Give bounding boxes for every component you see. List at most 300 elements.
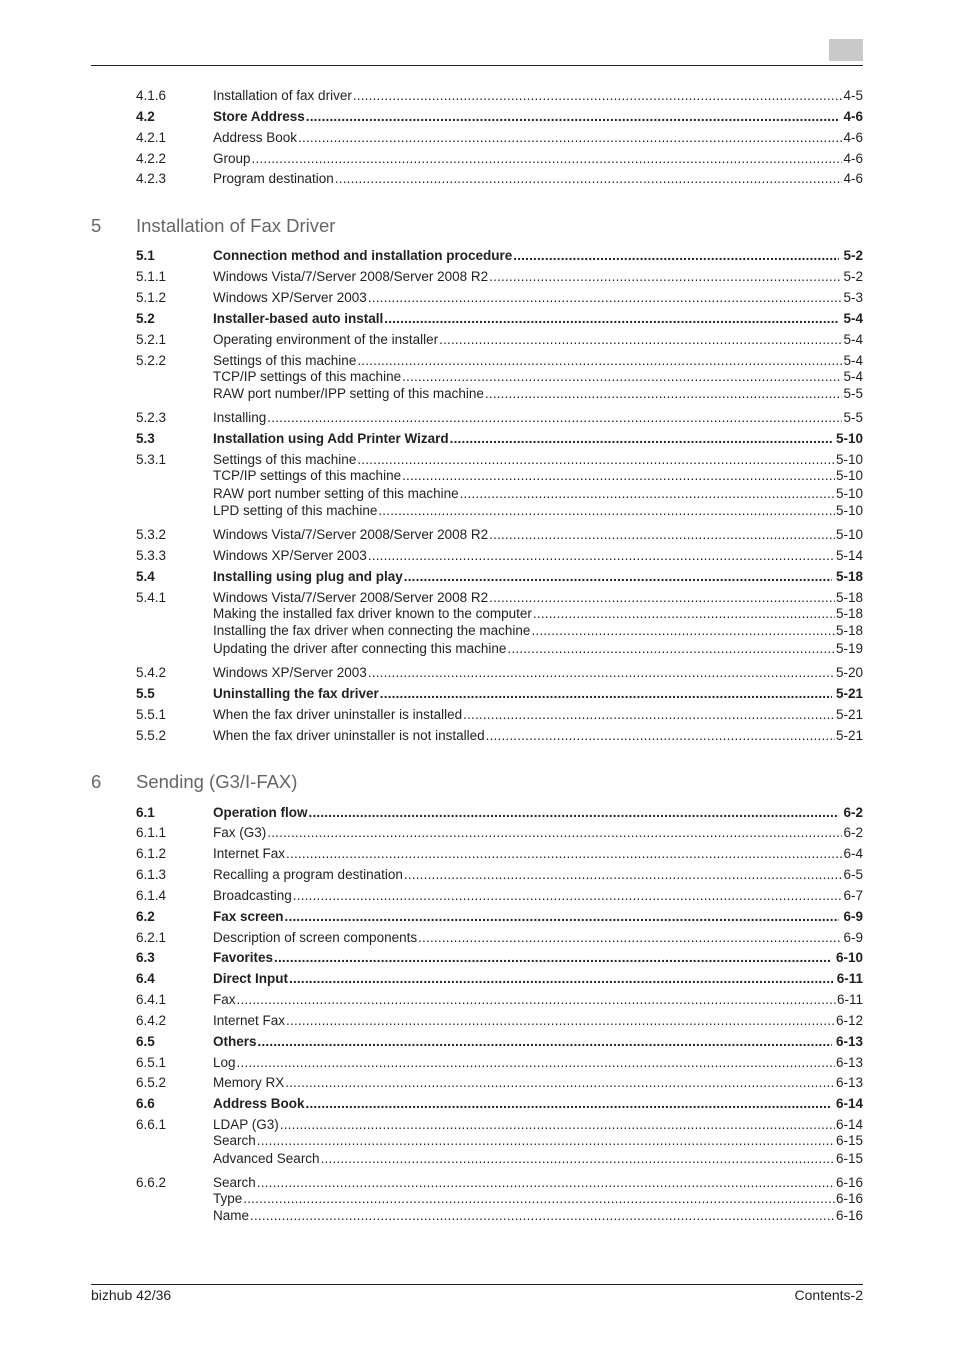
dot-leader — [533, 605, 835, 622]
dot-leader — [513, 247, 839, 264]
toc-entry-line — [213, 1074, 863, 1091]
toc-entry-title: Address Book — [213, 1096, 305, 1111]
toc-entry-page: 6-11 — [836, 971, 863, 986]
toc-entry-page: 6-4 — [843, 846, 863, 861]
toc-entry[interactable] — [136, 170, 863, 187]
toc-entry-line — [213, 664, 863, 681]
toc-entry-line — [213, 310, 863, 327]
toc-entry-title: Fax screen — [213, 909, 284, 924]
toc-entry-line — [213, 706, 863, 723]
toc-entry[interactable] — [136, 908, 863, 925]
dot-leader — [489, 268, 842, 285]
dot-leader — [285, 1074, 835, 1091]
toc-entry-page: 6-12 — [835, 1013, 863, 1028]
toc-entry-title: Broadcasting — [213, 888, 292, 903]
toc-entry-title: RAW port number/IPP setting of this machine — [213, 386, 484, 401]
toc-entry-page: 5-19 — [835, 641, 863, 656]
toc-entry-title: Installer-based auto install — [213, 311, 384, 326]
toc-entry[interactable] — [136, 1132, 863, 1149]
header-tab-marker — [829, 39, 863, 61]
toc-entry[interactable] — [136, 1150, 863, 1167]
dot-leader — [321, 1150, 835, 1167]
toc-entry-number: 6.1.2 — [136, 846, 167, 861]
toc-entry-page: 4-5 — [843, 88, 863, 103]
toc-entry-number: 5.3.3 — [136, 548, 167, 563]
toc-entry-title: Group — [213, 151, 251, 166]
toc-entry[interactable] — [136, 1190, 863, 1207]
toc-entry[interactable] — [136, 451, 863, 468]
toc-entry-page: 5-4 — [843, 311, 863, 326]
dot-leader — [485, 385, 843, 402]
dot-leader — [460, 485, 835, 502]
toc-entry-page: 5-10 — [835, 468, 863, 483]
dot-leader — [286, 845, 842, 862]
toc-entry[interactable] — [136, 385, 863, 402]
toc-entry-page: 5-10 — [835, 452, 863, 467]
toc-entry-line — [213, 866, 863, 883]
toc-entry-line — [213, 247, 863, 264]
header-rule — [91, 65, 863, 66]
toc-entry[interactable] — [136, 87, 863, 104]
toc-entry-line — [213, 331, 863, 348]
toc-entry-page: 6-9 — [843, 909, 863, 924]
toc-entry-number: 6.5.1 — [136, 1055, 167, 1070]
toc-entry-title: Description of screen components — [213, 930, 418, 945]
toc-entry-title: When the fax driver uninstaller is not installed — [213, 728, 485, 743]
toc-entry-number: 4.1.6 — [136, 88, 167, 103]
toc-entry-title: Address Book — [213, 130, 298, 145]
toc-entry[interactable] — [136, 485, 863, 502]
toc-entry[interactable] — [136, 1095, 863, 1112]
toc-entry-title: Fax (G3) — [213, 825, 267, 840]
toc-entry-line — [213, 87, 863, 104]
toc-entry-page: 6-9 — [843, 930, 863, 945]
toc-entry[interactable] — [136, 1116, 863, 1133]
toc-entry-page: 6-16 — [835, 1208, 863, 1223]
toc-entry-page: 6-15 — [835, 1133, 863, 1148]
toc-entry[interactable] — [136, 887, 863, 904]
dot-leader — [286, 1012, 835, 1029]
dot-leader — [298, 129, 842, 146]
toc-entry[interactable] — [136, 368, 863, 385]
toc-entry-number: 5.3 — [136, 431, 155, 446]
toc-entry-title: Internet Fax — [213, 846, 286, 861]
toc-entry-line — [213, 485, 863, 502]
toc-entry-title: Windows Vista/7/Server 2008/Server 2008 R2 — [213, 269, 489, 284]
toc-entry-page: 6-11 — [836, 992, 863, 1007]
toc-entry-page: 4-6 — [843, 171, 863, 186]
toc-entry-page: 4-6 — [843, 151, 863, 166]
toc-entry-page: 6-15 — [835, 1151, 863, 1166]
chapter-title: Installation of Fax Driver — [136, 215, 336, 236]
toc-entry-line — [213, 108, 863, 125]
toc-entry[interactable] — [136, 467, 863, 484]
toc-entry[interactable] — [136, 247, 863, 264]
toc-entry-page: 5-21 — [835, 686, 863, 701]
toc-entry-number: 5.3.1 — [136, 452, 167, 467]
toc-entry-number: 5.4.1 — [136, 590, 167, 605]
toc-entry[interactable] — [136, 409, 863, 426]
toc-entry-page: 6-7 — [843, 888, 863, 903]
toc-entry[interactable] — [136, 866, 863, 883]
toc-entry-line — [213, 526, 863, 543]
toc-entry-number: 5.5 — [136, 686, 155, 701]
toc-entry-page: 5-20 — [835, 665, 863, 680]
toc-entry-title: Search — [213, 1133, 256, 1148]
toc-entry-line — [213, 385, 863, 402]
toc-entry-title: Fax — [213, 992, 236, 1007]
toc-entry-page: 5-18 — [835, 606, 863, 621]
toc-entry-line — [213, 970, 863, 987]
toc-entry-title: TCP/IP settings of this machine — [213, 468, 402, 483]
toc-entry-title: LPD setting of this machine — [213, 503, 378, 518]
toc-entry[interactable] — [136, 150, 863, 167]
dot-leader — [289, 970, 833, 987]
toc-entry-line — [213, 368, 863, 385]
toc-entry-page: 4-6 — [843, 130, 863, 145]
toc-entry-number: 4.2.1 — [136, 130, 167, 145]
dot-leader — [306, 1095, 832, 1112]
toc-entry[interactable] — [136, 268, 863, 285]
toc-entry[interactable] — [136, 568, 863, 585]
toc-entry-number: 6.1 — [136, 805, 155, 820]
toc-entry[interactable] — [136, 949, 863, 966]
toc-entry-line — [213, 467, 863, 484]
dot-leader — [489, 526, 835, 543]
toc-entry[interactable] — [136, 970, 863, 987]
toc-entry-title: Installing — [213, 410, 267, 425]
toc-entry[interactable] — [136, 845, 863, 862]
toc-entry-page: 5-2 — [843, 269, 863, 284]
toc-entry-page: 5-21 — [835, 728, 863, 743]
toc-entry-line — [213, 804, 863, 821]
toc-entry-line — [213, 1174, 863, 1191]
dot-leader — [306, 108, 840, 125]
toc-entry[interactable] — [136, 547, 863, 564]
toc-entry-number: 5.3.2 — [136, 527, 167, 542]
toc-entry-page: 6-2 — [843, 805, 863, 820]
toc-entry-number: 5.1.1 — [136, 269, 167, 284]
dot-leader — [280, 1116, 835, 1133]
toc-entry-line — [213, 568, 863, 585]
dot-leader — [439, 331, 842, 348]
toc-entry-page: 5-18 — [835, 623, 863, 638]
chapter-number: 6 — [91, 771, 102, 792]
footer-page-number: Contents-2 — [794, 1287, 863, 1303]
toc-entry-title: Search — [213, 1175, 256, 1190]
toc-entry-number: 6.4.1 — [136, 992, 167, 1007]
toc-entry-number: 4.2.3 — [136, 171, 167, 186]
toc-entry-line — [213, 352, 863, 369]
toc-entry-page: 6-13 — [835, 1034, 863, 1049]
toc-entry-title: Installation of fax driver — [213, 88, 352, 103]
dot-leader — [293, 887, 843, 904]
toc-entry-page: 6-13 — [835, 1055, 863, 1070]
dot-leader — [237, 991, 836, 1008]
toc-entry[interactable] — [136, 352, 863, 369]
toc-entry-title: Operation flow — [213, 805, 308, 820]
toc-entry-line — [213, 289, 863, 306]
toc-entry-title: Settings of this machine — [213, 452, 357, 467]
toc-entry[interactable] — [136, 824, 863, 841]
toc-entry-title: Favorites — [213, 950, 274, 965]
toc-entry-title: Program destination — [213, 171, 334, 186]
dot-leader — [402, 368, 842, 385]
dot-leader — [285, 908, 840, 925]
toc-entry-page: 5-14 — [835, 548, 863, 563]
toc-entry-title: Name — [213, 1208, 250, 1223]
dot-leader — [380, 685, 832, 702]
footer-rule — [91, 1284, 863, 1285]
dot-leader — [486, 727, 835, 744]
toc-entry[interactable] — [136, 622, 863, 639]
toc-entry-number: 6.6 — [136, 1096, 155, 1111]
toc-entry-line — [213, 1095, 863, 1112]
toc-entry-page: 6-5 — [843, 867, 863, 882]
toc-entry-number: 5.5.2 — [136, 728, 167, 743]
footer-product-name: bizhub 42/36 — [91, 1287, 172, 1303]
toc-entry-number: 6.2 — [136, 909, 155, 924]
dot-leader — [507, 640, 835, 657]
toc-entry-title: Internet Fax — [213, 1013, 286, 1028]
toc-entry-number: 6.5.2 — [136, 1075, 167, 1090]
toc-entry-page: 5-4 — [843, 353, 863, 368]
toc-entry-page: 6-10 — [835, 950, 863, 965]
toc-entry[interactable] — [136, 1054, 863, 1071]
toc-entry[interactable] — [136, 589, 863, 606]
toc-entry[interactable] — [136, 526, 863, 543]
toc-entry-title: Windows XP/Server 2003 — [213, 290, 367, 305]
toc-entry[interactable] — [136, 430, 863, 447]
dot-leader — [368, 664, 835, 681]
dot-leader — [257, 1132, 835, 1149]
toc-entry-page: 5-10 — [835, 486, 863, 501]
dot-leader — [257, 1174, 835, 1191]
dot-leader — [463, 706, 835, 723]
toc-entry-number: 5.5.1 — [136, 707, 167, 722]
toc-entry-line — [213, 845, 863, 862]
toc-entry-line — [213, 170, 863, 187]
chapter-title: Sending (G3/I-FAX) — [136, 771, 298, 792]
toc-entry-title: Installing the fax driver when connecting the machine — [213, 623, 531, 638]
toc-entry-line — [213, 502, 863, 519]
toc-entry-line — [213, 622, 863, 639]
toc-entry-line — [213, 929, 863, 946]
toc-entry[interactable] — [136, 1074, 863, 1091]
toc-entry-line — [213, 949, 863, 966]
toc-entry-number: 6.6.2 — [136, 1175, 167, 1190]
toc-entry-line — [213, 991, 863, 1008]
dot-leader — [267, 824, 842, 841]
toc-entry-title: LDAP (G3) — [213, 1117, 279, 1132]
toc-entry-line — [213, 640, 863, 657]
toc-entry[interactable] — [136, 991, 863, 1008]
dot-leader — [404, 568, 832, 585]
toc-entry-number: 6.1.3 — [136, 867, 167, 882]
dot-leader — [368, 547, 835, 564]
chapter-number: 5 — [91, 215, 102, 236]
toc-entry-page: 6-14 — [835, 1117, 863, 1132]
dot-leader — [353, 87, 843, 104]
toc-entry-line — [213, 1150, 863, 1167]
toc-entry-title: Windows XP/Server 2003 — [213, 665, 367, 680]
toc-entry-number: 5.4.2 — [136, 665, 167, 680]
toc-entry[interactable] — [136, 331, 863, 348]
toc-entry-number: 5.1 — [136, 248, 155, 263]
toc-entry-number: 4.2.2 — [136, 151, 167, 166]
dot-leader — [250, 1207, 835, 1224]
dot-leader — [258, 1033, 832, 1050]
toc-entry[interactable] — [136, 685, 863, 702]
toc-entry-page: 6-16 — [835, 1175, 863, 1190]
toc-entry-number: 6.4 — [136, 971, 155, 986]
toc-entry-page: 5-10 — [835, 527, 863, 542]
toc-entry-title: Recalling a program destination — [213, 867, 403, 882]
toc-entry-title: Windows Vista/7/Server 2008/Server 2008 R2 — [213, 527, 489, 542]
toc-entry-line — [213, 150, 863, 167]
dot-leader — [274, 949, 832, 966]
dot-leader — [384, 310, 839, 327]
toc-entry-title: When the fax driver uninstaller is installed — [213, 707, 463, 722]
toc-entry-page: 5-5 — [843, 410, 863, 425]
toc-entry[interactable] — [136, 1012, 863, 1029]
toc-entry[interactable] — [136, 108, 863, 125]
toc-entry-title: Windows XP/Server 2003 — [213, 548, 367, 563]
toc-entry-line — [213, 824, 863, 841]
toc-entry-line — [213, 685, 863, 702]
toc-entry-page: 5-10 — [835, 431, 863, 446]
toc-entry-line — [213, 605, 863, 622]
toc-entry-line — [213, 1132, 863, 1149]
dot-leader — [237, 1054, 835, 1071]
toc-entry-line — [213, 1054, 863, 1071]
toc-entry[interactable] — [136, 310, 863, 327]
toc-entry-line — [213, 908, 863, 925]
toc-entry-number: 5.2.2 — [136, 353, 167, 368]
toc-entry-number: 6.2.1 — [136, 930, 167, 945]
toc-entry-number: 5.2 — [136, 311, 155, 326]
toc-entry[interactable] — [136, 129, 863, 146]
dot-leader — [402, 467, 835, 484]
toc-entry-page: 5-5 — [843, 386, 863, 401]
toc-entry-page: 5-4 — [843, 369, 863, 384]
toc-entry-number: 5.2.1 — [136, 332, 167, 347]
toc-entry-line — [213, 547, 863, 564]
toc-entry[interactable] — [136, 664, 863, 681]
toc-entry-page: 5-4 — [843, 332, 863, 347]
toc-entry-number: 6.6.1 — [136, 1117, 167, 1132]
toc-entry-line — [213, 430, 863, 447]
dot-leader — [267, 409, 842, 426]
toc-entry-title: Making the installed fax driver known to the computer — [213, 606, 532, 621]
dot-leader — [252, 150, 843, 167]
toc-entry-line — [213, 887, 863, 904]
toc-entry[interactable] — [136, 706, 863, 723]
dot-leader — [489, 589, 835, 606]
toc-entry-page: 6-2 — [843, 825, 863, 840]
toc-entry-number: 5.4 — [136, 569, 155, 584]
toc-entry-line — [213, 268, 863, 285]
dot-leader — [531, 622, 835, 639]
toc-entry-line — [213, 727, 863, 744]
toc-entry-line — [213, 1207, 863, 1224]
toc-entry-title: Connection method and installation procedure — [213, 248, 513, 263]
toc-entry-page: 5-2 — [843, 248, 863, 263]
toc-entry[interactable] — [136, 289, 863, 306]
toc-entry-line — [213, 409, 863, 426]
toc-entry-number: 5.2.3 — [136, 410, 167, 425]
toc-entry-number: 6.3 — [136, 950, 155, 965]
toc-entry-title: RAW port number setting of this machine — [213, 486, 459, 501]
toc-entry-title: Store Address — [213, 109, 305, 124]
dot-leader — [418, 929, 842, 946]
toc-entry-page: 6-14 — [835, 1096, 863, 1111]
toc-entry[interactable] — [136, 727, 863, 744]
toc-entry-page: 6-16 — [835, 1191, 863, 1206]
toc-entry-title: Memory RX — [213, 1075, 285, 1090]
dot-leader — [404, 866, 843, 883]
toc-entry-title: Type — [213, 1191, 243, 1206]
dot-leader — [335, 170, 843, 187]
toc-entry[interactable] — [136, 1207, 863, 1224]
toc-entry[interactable] — [136, 640, 863, 657]
dot-leader — [243, 1190, 835, 1207]
toc-entry-page: 5-18 — [835, 590, 863, 605]
toc-entry-page: 5-3 — [843, 290, 863, 305]
toc-entry-title: Installation using Add Printer Wizard — [213, 431, 449, 446]
dot-leader — [368, 289, 843, 306]
toc-entry-number: 5.1.2 — [136, 290, 167, 305]
toc-entry[interactable] — [136, 502, 863, 519]
toc-entry-title: Uninstalling the fax driver — [213, 686, 379, 701]
toc-entry-line — [213, 451, 863, 468]
toc-entry-number: 6.5 — [136, 1034, 155, 1049]
toc-entry-title: Advanced Search — [213, 1151, 320, 1166]
toc-entry[interactable] — [136, 1033, 863, 1050]
toc-entry[interactable] — [136, 804, 863, 821]
toc-entry-line — [213, 589, 863, 606]
toc-entry-title: Updating the driver after connecting this machine — [213, 641, 507, 656]
toc-entry-page: 5-21 — [835, 707, 863, 722]
dot-leader — [450, 430, 832, 447]
toc-entry-line — [213, 1190, 863, 1207]
dot-leader — [357, 352, 842, 369]
toc-entry-title: TCP/IP settings of this machine — [213, 369, 402, 384]
toc-entry-line — [213, 1012, 863, 1029]
toc-entry-title: Installing using plug and play — [213, 569, 403, 584]
toc-entry-title: Windows Vista/7/Server 2008/Server 2008 R2 — [213, 590, 489, 605]
toc-entry[interactable] — [136, 1174, 863, 1191]
toc-entry-line — [213, 129, 863, 146]
dot-leader — [309, 804, 840, 821]
toc-entry-line — [213, 1116, 863, 1133]
toc-entry-title: Settings of this machine — [213, 353, 357, 368]
dot-leader — [357, 451, 835, 468]
toc-entry-number: 4.2 — [136, 109, 155, 124]
toc-entry-page: 5-10 — [835, 503, 863, 518]
toc-entry[interactable] — [136, 605, 863, 622]
toc-entry-title: Direct Input — [213, 971, 289, 986]
toc-entry[interactable] — [136, 929, 863, 946]
toc-entry-page: 5-18 — [835, 569, 863, 584]
toc-entry-page: 6-13 — [835, 1075, 863, 1090]
toc-entry-title: Others — [213, 1034, 257, 1049]
toc-entry-title: Log — [213, 1055, 236, 1070]
toc-entry-number: 6.1.1 — [136, 825, 167, 840]
toc-entry-number: 6.4.2 — [136, 1013, 167, 1028]
dot-leader — [378, 502, 835, 519]
toc-entry-line — [213, 1033, 863, 1050]
